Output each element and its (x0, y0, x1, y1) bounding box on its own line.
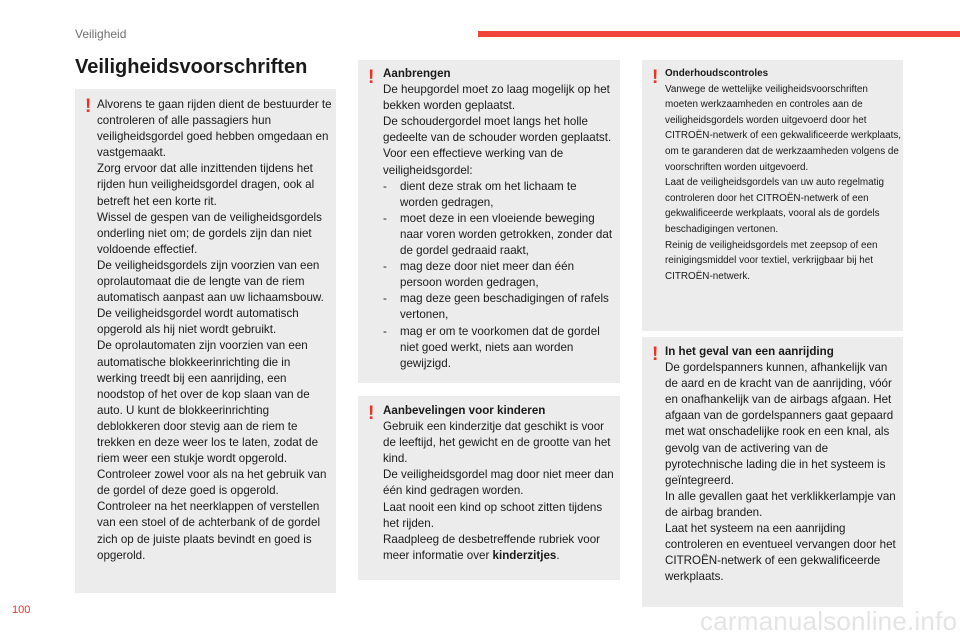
kinderen-paragraph: Laat nooit een kind op schoot zitten tijdens het rijden. (383, 500, 603, 530)
page-title: Veiligheidsvoorschriften (75, 56, 308, 78)
aanrijding-box (642, 337, 903, 607)
list-item: - moet deze in een vloeiende beweging naar voren worden getrokken, zonder dat de gordel gedraaid raakt, (383, 211, 616, 259)
list-item: - mag er om te voorkomen dat de gordel niet goed werkt, niets aan worden gewijzigd. (383, 324, 616, 372)
onderhoud-box (642, 60, 903, 331)
col1-paragraph: Wissel de gespen van de veiligheidsgordels onderling niet om; de gordels zijn dan niet voldoende effectief. (97, 210, 322, 256)
page-number: 100 (12, 604, 31, 616)
kinderen-box (358, 396, 620, 580)
aanrijding-title: In het geval van een aanrijding (665, 345, 834, 358)
aanbrengen-list (383, 179, 616, 372)
aanbrengen-paragraph: De heupgordel moet zo laag mogelijk op het bekken worden geplaatst. (383, 83, 610, 113)
kinderen-ref-prefix: Raadpleeg de desbetreffende rubriek voor meer informatie over (383, 532, 600, 562)
kinderen-ref-suffix: . (556, 548, 560, 562)
list-item: - dient deze strak om het lichaam te worden gedragen, (383, 179, 616, 211)
section-title: Veiligheid (75, 27, 127, 41)
watermark: carmanualsonline.info (700, 606, 958, 636)
aanrijding-paragraph: Laat het systeem na een aanrijding controleren en eventueel vervangen door het CITROËN-netwerk of een gekwalificeerde werkplaats. (665, 522, 896, 584)
kinderen-title: Aanbevelingen voor kinderen (383, 404, 546, 417)
aanrijding-paragraph: In alle gevallen gaat het verklikkerlampje van de airbag branden. (665, 489, 896, 519)
exclamation-warning-icon: ! (652, 344, 659, 365)
header-accent-bar (478, 31, 960, 37)
exclamation-warning-icon: ! (368, 403, 375, 424)
kinderen-paragraph: Gebruik een kinderzitje dat geschikt is voor de leeftijd, het gewicht en de grootte van het kind. (383, 420, 611, 466)
aanbrengen-box (358, 60, 620, 383)
aanbrengen-paragraph: Voor een effectieve werking van de veiligheidsgordel: (383, 147, 564, 177)
col1-paragraph: Zorg ervoor dat alle inzittenden tijdens het rijden hun veiligheidsgordel dragen, ook al betreft het een korte rit. (97, 162, 315, 208)
col1-paragraph: Controleer na het neerklappen of verstellen van een stoel of de achterbank of de gordel zich op de juiste plaats bevindt en goed is opgerold. (97, 500, 321, 562)
onderhoud-title: Onderhoudscontroles (665, 68, 769, 79)
col1-paragraph: De veiligheidsgordels zijn voorzien van een oprolautomaat die de lengte van de riem automatisch aanpast aan uw lichaamsbouw. De veiligheidsgordel wordt automatisch opgerold als hij niet wordt gebruikt. (97, 258, 324, 337)
aanbrengen-title: Aanbrengen (383, 67, 451, 80)
kinderzitjes-keyword: kinderzitjes (492, 548, 557, 562)
seatbelt-general-box (75, 89, 336, 593)
onderhoud-paragraph: Vanwege de wettelijke veiligheidsvoorschriften moeten werkzaamheden en controles aan de veiligheidsgordels worden uitgevoerd door het CITROËN-netwerk of een gekwalificeerde werkplaats, om te garanderen dat de werkzaamheden volgens de voorschriften worden uitgevoerd. (665, 83, 901, 173)
kinderen-paragraph: De veiligheidsgordel mag door niet meer dan één kind gedragen worden. (383, 468, 614, 498)
aanbrengen-paragraph: De schoudergordel moet langs het holle gedeelte van de schouder worden geplaatst. (383, 115, 612, 145)
col1-paragraph: De oprolautomaten zijn voorzien van een automatische blokkeerinrichting die in werking treedt bij een aanrijding, een noodstop of het over de kop slaan van de auto. U kunt de blokkeerinrichting deblokkeren door stevig aan de riem te trekken en deze weer los te laten, zodat de riem weer een stukje wordt opgerold. (97, 339, 319, 466)
kinderen-reference (383, 532, 616, 564)
exclamation-warning-icon: ! (652, 67, 659, 88)
onderhoud-paragraph: Laat de veiligheidsgordels van uw auto regelmatig controleren door het CITROËN-netwerk of een gekwalificeerde werkplaats, vooral als de gordels beschadigingen vertonen. (665, 177, 885, 235)
exclamation-warning-icon: ! (368, 67, 375, 88)
col1-paragraph: Alvorens te gaan rijden dient de bestuurder te controleren of alle passagiers hun veiligheidsgordel goed hebben omgedaan en vastgemaakt. (97, 98, 332, 160)
exclamation-warning-icon: ! (85, 96, 92, 117)
list-item: - mag deze geen beschadigingen of rafels vertonen, (383, 291, 616, 323)
onderhoud-paragraph: Reinig de veiligheidsgordels met zeepsop of een reinigingsmiddel voor textiel, verkrijgbaar bij het CITROËN-netwerk. (665, 239, 878, 282)
col1-paragraph: Controleer zowel voor als na het gebruik van de gordel of deze goed is opgerold. (97, 468, 327, 498)
list-item: - mag deze door niet meer dan één persoon worden gedragen, (383, 259, 616, 291)
aanrijding-paragraph: De gordelspanners kunnen, afhankelijk van de aard en de kracht van de aanrijding, vóór en onafhankelijk van de airbags afgaan. Het afgaan van de gordelspanners gaat gepaard met wat onschadelijke rook en een knal, als gevolg van de activering van de pyrotechnische lading die in het systeem is geïntegreerd. (665, 361, 894, 487)
